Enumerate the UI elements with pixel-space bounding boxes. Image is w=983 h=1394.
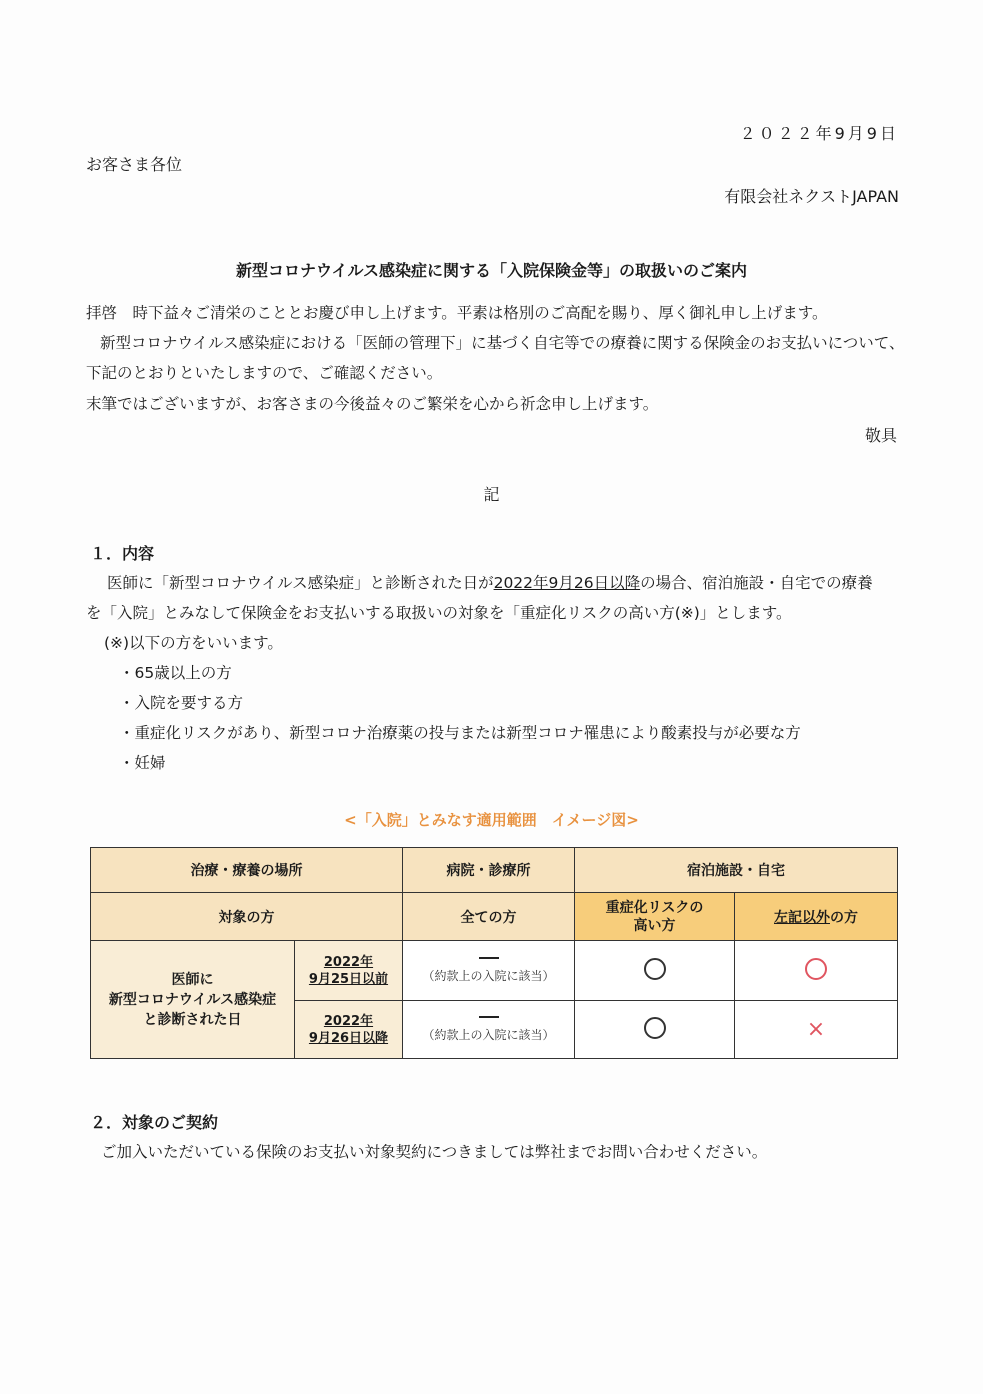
row1-date: 2022年 9月25日以前 — [308, 954, 389, 987]
document-title: 新型コロナウイルス感染症に関する「入院保険金等」の取扱いのご案内 — [235, 261, 748, 280]
lodging-header-cell: 宿泊施設・自宅 — [575, 848, 898, 893]
section-1-body-line-1 — [107, 571, 873, 593]
hospital-note: （約款上の入院に該当） — [422, 1028, 555, 1042]
section-1-body-line-2: を「入院」とみなして保険金をお支払いする取扱いの対象を「重症化リスクの高い方(※)」とします。 — [86, 604, 792, 622]
list-item: ・重症化リスクがあり、新型コロナ治療薬の投与または新型コロナ罹患により酸素投与が必要な方 — [119, 724, 801, 742]
coverage-table — [90, 847, 898, 1059]
document-date: ２０２２年9月9日 — [739, 124, 899, 143]
row2-other-mark — [735, 1001, 898, 1059]
row1-hospital-cell — [403, 941, 575, 1001]
dash-icon — [479, 1016, 499, 1018]
closing-keigu: 敬具 — [864, 426, 897, 445]
chart-caption: <「入院」とみなす適用範囲 イメージ図> — [344, 811, 639, 829]
row1-date-cell — [295, 941, 403, 1001]
company-name: 有限会社ネクストJAPAN — [724, 187, 899, 206]
circle-icon — [644, 958, 666, 980]
circle-icon — [644, 1017, 666, 1039]
list-item: ・65歳以上の方 — [119, 664, 232, 682]
row2-hospital-cell — [403, 1001, 575, 1059]
other-persons-cell — [735, 893, 898, 941]
row1-other-mark — [735, 941, 898, 1001]
note-intro: (※)以下の方をいいます。 — [104, 634, 283, 652]
red-circle-icon — [805, 958, 827, 980]
greeting-line-4: 末筆ではございますが、お客さまの今後益々のご繁栄を心から祈念申し上げます。 — [86, 395, 659, 413]
row1-high-risk-mark — [575, 941, 735, 1001]
greeting-line-3: 下記のとおりといたしますので、ご確認ください。 — [86, 364, 443, 382]
row2-high-risk-mark — [575, 1001, 735, 1059]
dash-icon — [479, 957, 499, 959]
place-header-cell: 治療・療養の場所 — [91, 848, 403, 893]
section-1-heading: １．内容 — [90, 544, 155, 563]
greeting-line-1: 拝啓 時下益々ご清栄のこととお慶び申し上げます。平素は格別のご高配を賜り、厚く御礼申し上げます。 — [86, 304, 828, 322]
target-header-cell: 対象の方 — [91, 893, 403, 941]
body-text-a: 医師に「新型コロナウイルス感染症」と診断された日が — [107, 574, 494, 592]
all-persons-cell: 全ての方 — [403, 893, 575, 941]
section-2-body: ご加入いただいている保険のお支払い対象契約につきましては弊社までお問い合わせください。 — [101, 1143, 768, 1161]
other-prefix: 左記以外 — [774, 909, 830, 926]
section-2-heading: ２．対象のご契約 — [90, 1113, 219, 1132]
greeting-line-2: 新型コロナウイルス感染症における「医師の管理下」に基づく自宅等での療養に関する保険金のお支払いについて、 — [100, 334, 905, 352]
high-risk-cell: 重症化リスクの 高い方 — [575, 893, 735, 941]
list-item: ・入院を要する方 — [119, 694, 244, 712]
list-item: ・妊婦 — [119, 754, 166, 772]
cross-icon: × — [806, 1016, 826, 1042]
row2-date: 2022年 9月26日以降 — [308, 1013, 389, 1046]
ki-marker: 記 — [483, 485, 500, 504]
body-date-underlined: 2022年9月26日以降 — [493, 574, 641, 592]
diagnosis-cell: 医師に 新型コロナウイルス感染症 と診断された日 — [91, 941, 295, 1059]
other-suffix: の方 — [830, 909, 858, 926]
row2-date-cell — [295, 1001, 403, 1059]
hospital-note: （約款上の入院に該当） — [422, 969, 555, 983]
hospital-header-cell: 病院・診療所 — [403, 848, 575, 893]
body-text-b: の場合、宿泊施設・自宅での療養 — [640, 574, 873, 592]
addressee: お客さま各位 — [86, 155, 183, 174]
